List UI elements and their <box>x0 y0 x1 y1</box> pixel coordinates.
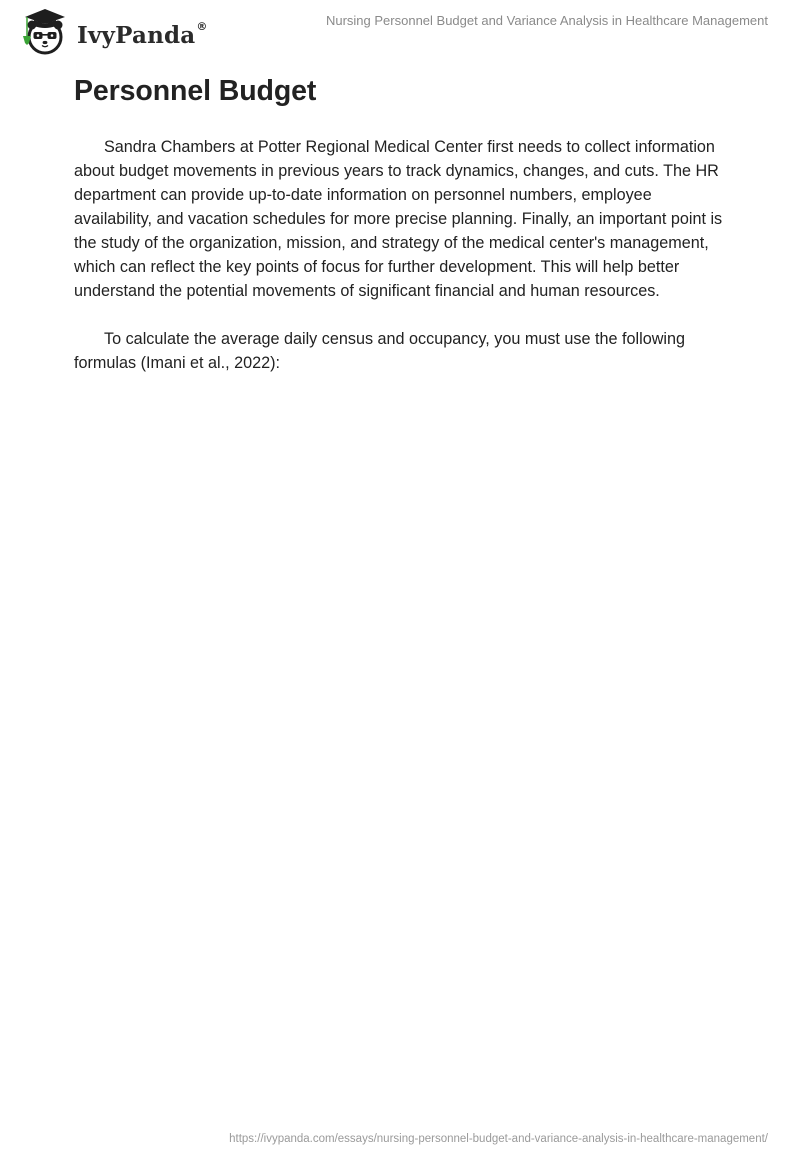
registered-mark: ® <box>196 19 208 33</box>
document-title: Nursing Personnel Budget and Variance Analysis in Healthcare Management <box>325 13 768 28</box>
article-content <box>74 70 734 375</box>
paragraph: To calculate the average daily census and occupancy, you must use the following formulas (Imani et al., 2022): <box>74 330 685 372</box>
ivypanda-logo[interactable] <box>18 6 208 58</box>
panda-graduation-cap-icon <box>18 6 70 58</box>
logo-brand-name: IvyPanda® <box>77 19 208 49</box>
section-heading: Personnel Budget <box>74 75 317 107</box>
source-url[interactable]: https://ivypanda.com/essays/nursing-personnel-budget-and-variance-analysis-in-healthcare-management/ <box>229 1133 768 1145</box>
paragraph: Sandra Chambers at Potter Regional Medical Center first needs to collect information about budget movements in previous years to track dynamics, changes, and cuts. The HR department can provide up-to-date information on personnel numbers, employee availability, and vacation schedules for more precise planning. Finally, an important point is the study of the organization, mission, and strategy of the medical center's management, which can reflect the key points of focus for further development. This will help better understand the potential movements of significant financial and human resources. <box>74 138 723 300</box>
